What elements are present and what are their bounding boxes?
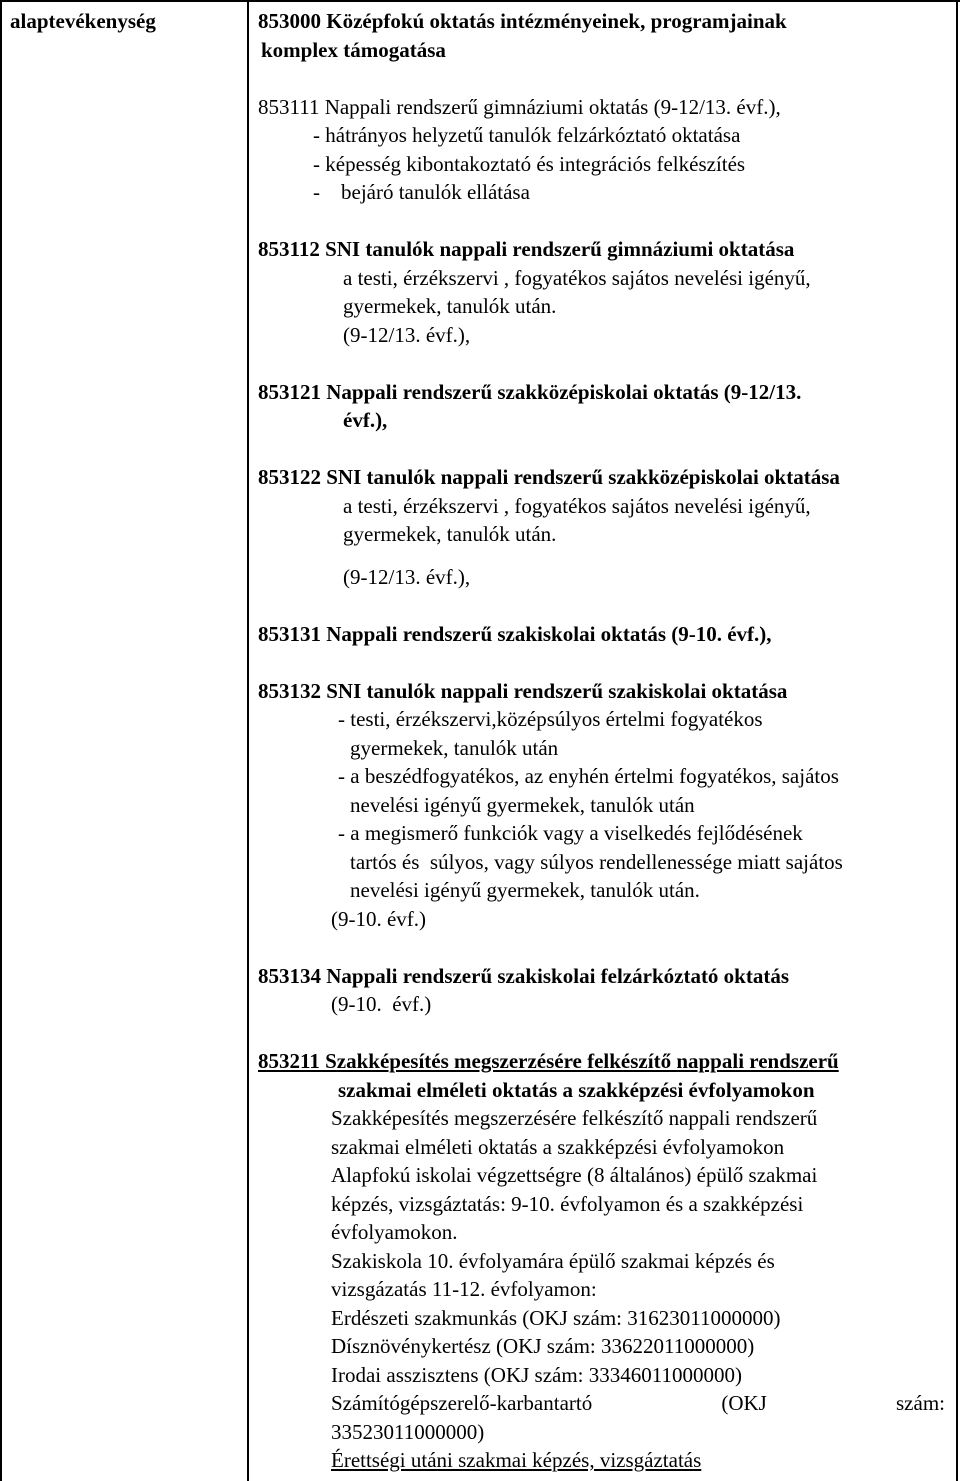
row-label: alaptevékenység — [10, 9, 156, 33]
column-divider — [247, 0, 249, 1481]
list-item: tartós és súlyos, vagy súlyos rendellenessége miatt sajátos — [350, 849, 843, 874]
list-item: (9-10. évf.) — [331, 906, 427, 931]
list-item — [331, 1389, 945, 1418]
list-item-part: (OKJ — [721, 1391, 767, 1415]
activity-853122-title: 853122 SNI tanulók nappali rendszerű szakközépiskolai oktatása — [258, 465, 840, 489]
activity-853211-title-cont: szakmai elméleti oktatás a szakképzési évfolyamokon — [338, 1077, 815, 1102]
list-item: vizsgázatás 11-12. évfolyamon: — [331, 1277, 597, 1301]
activity-853121-title-cont: évf.), — [343, 408, 388, 432]
list-item: nevelési igényű gyermekek, tanulók után — [350, 792, 695, 817]
activity-853132-title: 853132 SNI tanulók nappali rendszerű szakiskolai oktatása — [258, 678, 788, 703]
list-item: szakmai elméleti oktatás a szakképzési évfolyamokon — [331, 1134, 785, 1159]
list-item: - képesség kibontakoztató és integrációs felkészítés — [313, 151, 746, 176]
list-item: a testi, érzékszervi , fogyatékos sajátos nevelési igényű, — [343, 265, 811, 290]
list-item: 33523011000000) — [331, 1419, 485, 1444]
activity-853000-title: 853000 Középfokú oktatás intézményeinek, programjainak — [258, 9, 787, 33]
list-item: Dísznövénykertész (OKJ szám: 33622011000000) — [331, 1334, 755, 1358]
list-item: - a megismerő funkciók vagy a viselkedés fejlődésének — [338, 821, 803, 845]
table-left-border — [0, 0, 2, 1481]
list-item: gyermekek, tanulók után. — [343, 294, 557, 318]
activity-853111-title: 853111 Nappali rendszerű gimnáziumi oktatás (9-12/13. évf.), — [258, 94, 781, 119]
list-item: gyermekek, tanulók után. — [343, 522, 557, 546]
list-item-part: szám: — [896, 1391, 945, 1415]
list-item-part: Számítógépszerelő-karbantartó — [331, 1391, 593, 1415]
list-item: (9-12/13. évf.), — [343, 322, 471, 347]
list-item: - bejáró tanulók ellátása — [313, 180, 530, 204]
list-item: Alapfokú iskolai végzettségre (8 általános) épülő szakmai — [331, 1163, 818, 1187]
activity-853134-title: 853134 Nappali rendszerű szakiskolai felzárkóztató oktatás — [258, 963, 790, 988]
activity-853121-title: 853121 Nappali rendszerű szakközépiskolai oktatás (9-12/13. — [258, 379, 802, 404]
list-item: Irodai asszisztens (OKJ szám: 33346011000000) — [331, 1362, 742, 1387]
list-item: - hátrányos helyzetű tanulók felzárkóztató oktatása — [313, 123, 741, 147]
list-item: Erdészeti szakmunkás (OKJ szám: 31623011000000) — [331, 1305, 781, 1330]
list-item: Szakiskola 10. évfolyamára épülő szakmai képzés és — [331, 1248, 775, 1273]
list-item: nevelési igényű gyermekek, tanulók után. — [350, 878, 700, 902]
activity-853131-title: 853131 Nappali rendszerű szakiskolai oktatás (9-10. évf.), — [258, 621, 772, 646]
list-item: (9-12/13. évf.), — [343, 564, 471, 589]
list-item: Szakképesítés megszerzésére felkészítő nappali rendszerű — [331, 1106, 818, 1130]
table-top-border — [0, 0, 960, 2]
activity-list — [258, 7, 948, 1475]
list-item: Érettségi utáni szakmai képzés, vizsgáztatás — [331, 1448, 702, 1472]
list-item: gyermekek, tanulók után — [350, 735, 559, 760]
activity-853112-title: 853112 SNI tanulók nappali rendszerű gimnáziumi oktatása — [258, 237, 795, 261]
activity-853211-title: 853211 Szakképesítés megszerzésére felkészítő nappali rendszerű — [258, 1049, 839, 1073]
list-item: - a beszédfogyatékos, az enyhén értelmi fogyatékos, sajátos — [338, 764, 839, 788]
list-item: (9-10. évf.) — [331, 992, 432, 1016]
list-item: a testi, érzékszervi , fogyatékos sajátos nevelési igényű, — [343, 493, 811, 518]
list-item: évfolyamokon. — [331, 1220, 458, 1244]
list-item: képzés, vizsgáztatás: 9-10. évfolyamon és a szakképzési — [331, 1191, 804, 1216]
list-item: - testi, érzékszervi,középsúlyos értelmi fogyatékos — [338, 707, 763, 731]
activity-853000-title-cont: komplex támogatása — [261, 37, 446, 62]
table-right-border — [956, 0, 958, 1481]
